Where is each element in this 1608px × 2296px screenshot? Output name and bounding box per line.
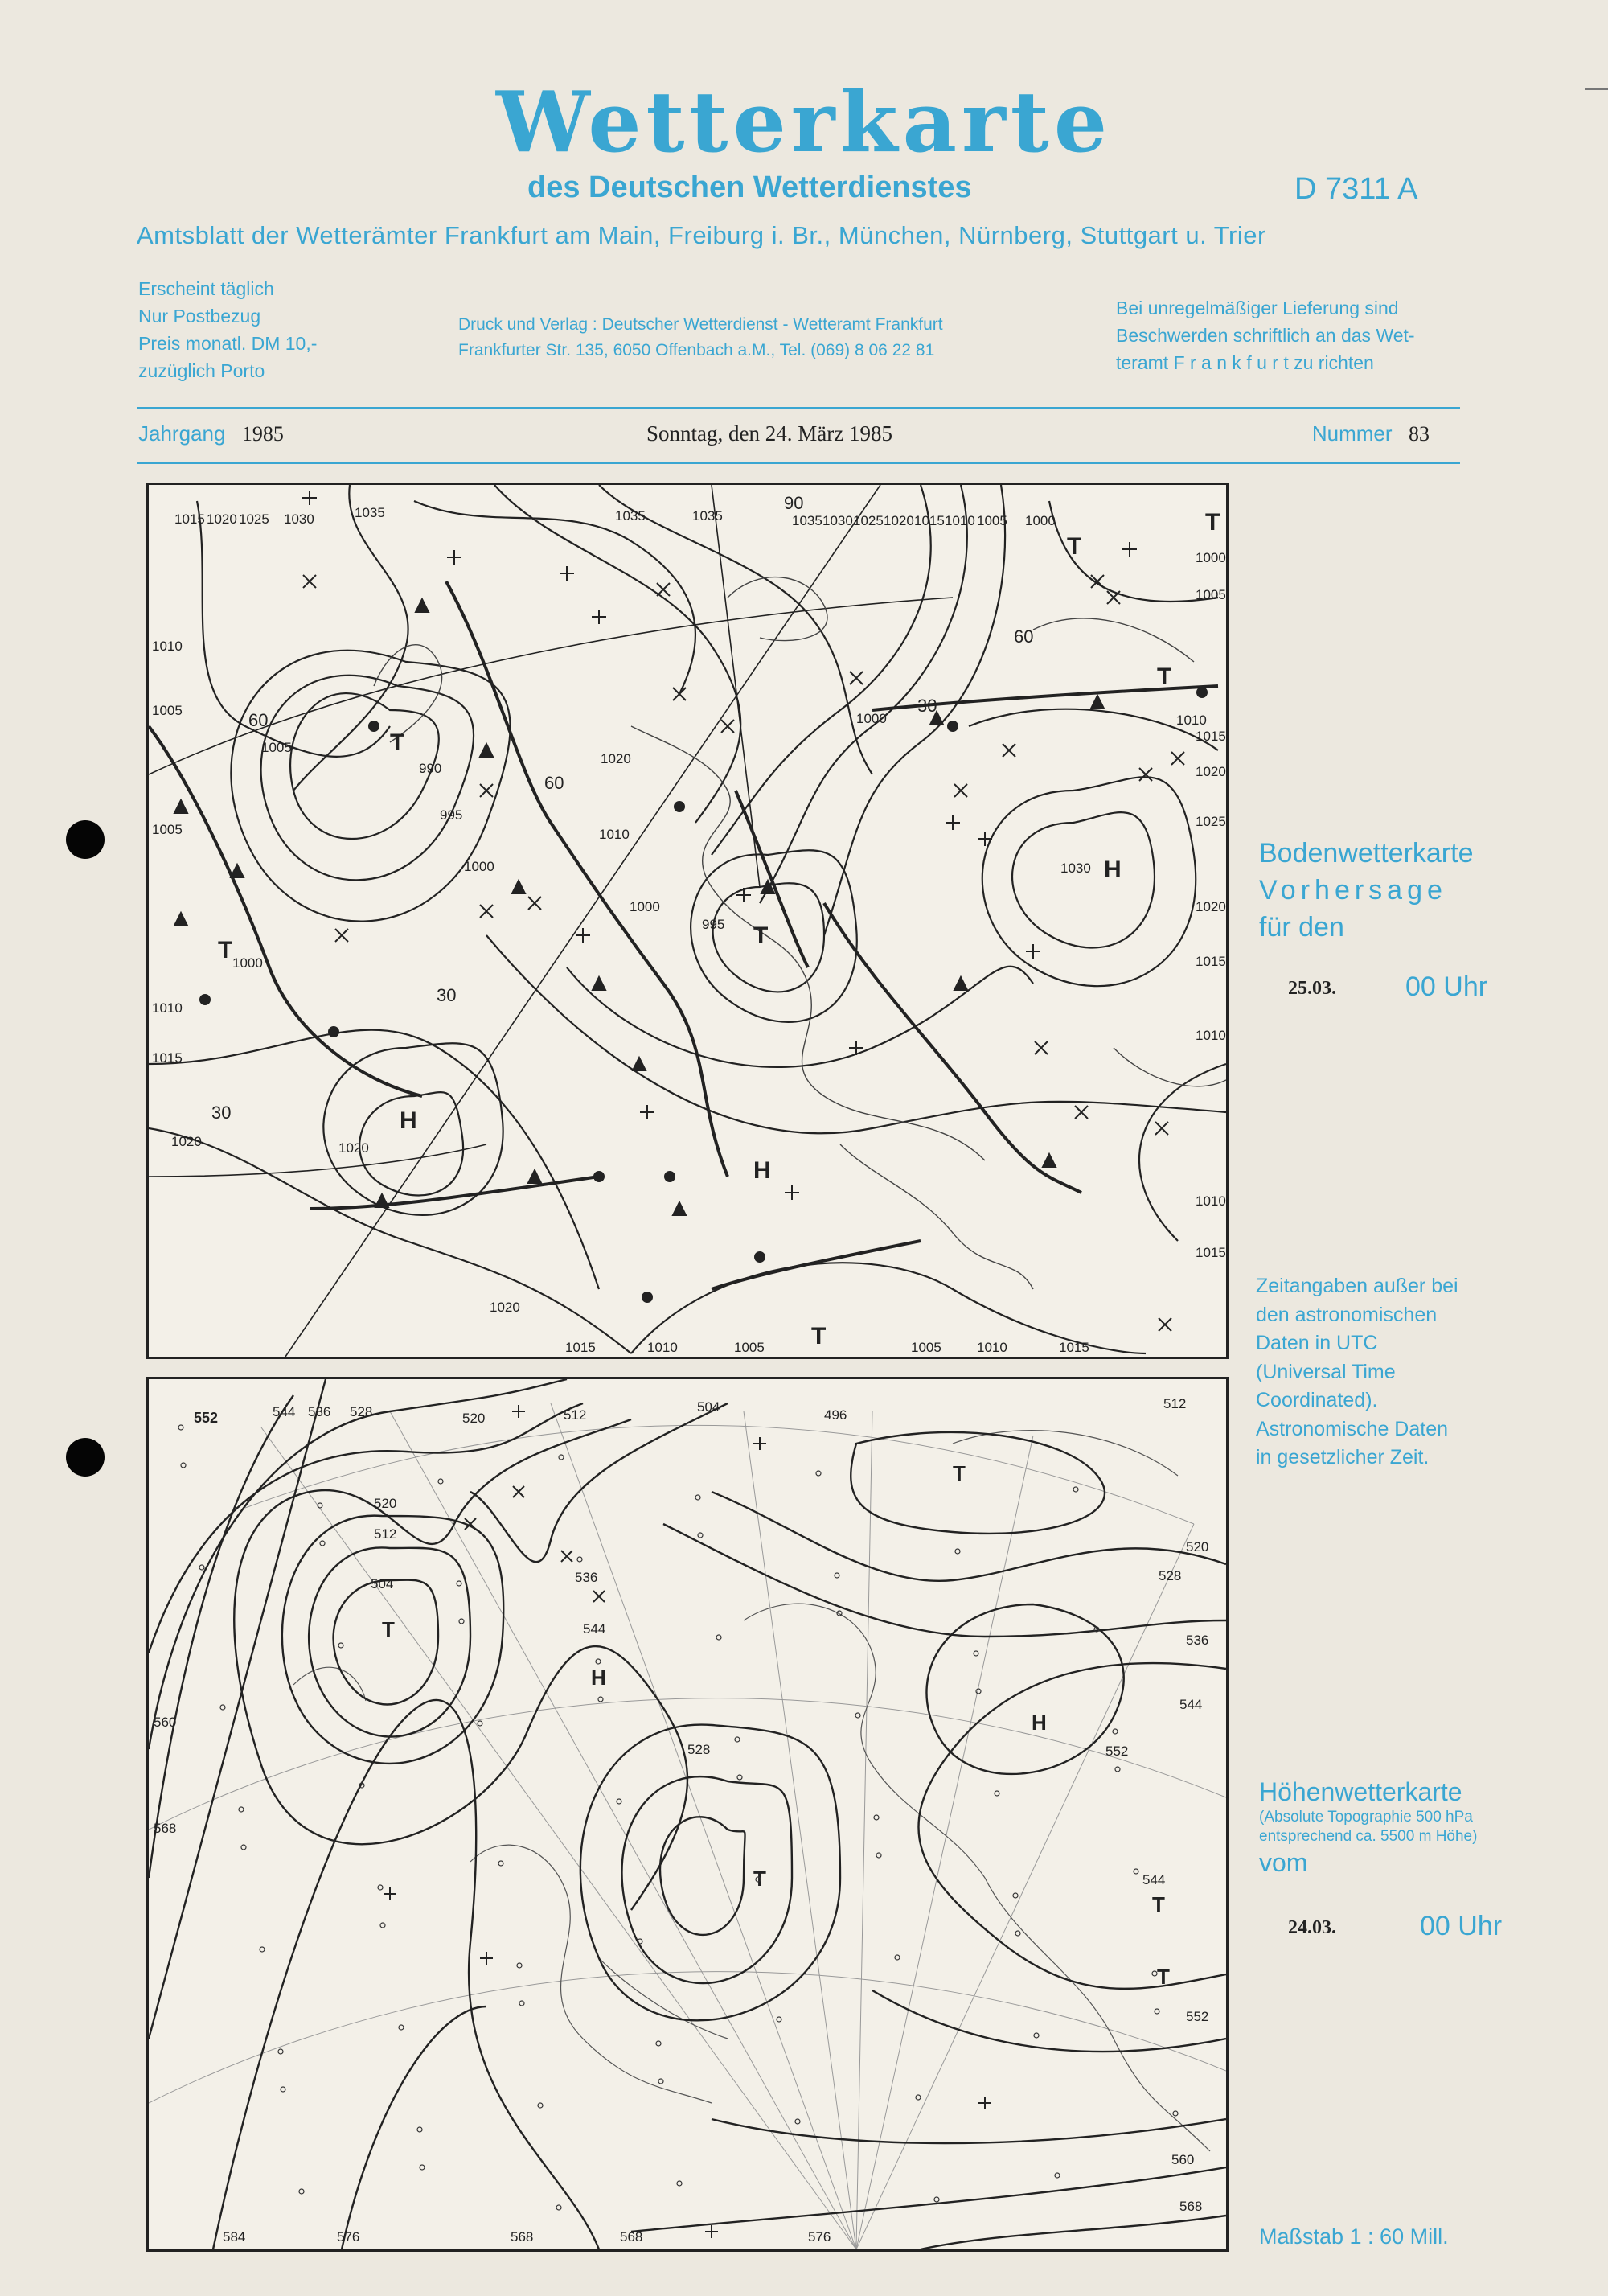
contour-label: 504 <box>697 1399 720 1415</box>
contour-label: 544 <box>1142 1872 1166 1887</box>
station-plot <box>916 2095 921 2100</box>
station-plot <box>1155 2009 1159 2014</box>
graticule <box>149 1403 1226 2249</box>
contour-label: 552 <box>1106 1744 1129 1759</box>
station-marker <box>480 1952 493 1965</box>
isobar-label: 1010 <box>1196 1028 1226 1043</box>
note-line: Daten in UTC <box>1256 1332 1378 1354</box>
latitude-label: 60 <box>248 710 269 730</box>
surface-map-valid-time <box>1259 971 1581 1004</box>
contour-label: 520 <box>462 1411 486 1426</box>
station-plot <box>974 1651 978 1656</box>
station-plot <box>559 1455 564 1460</box>
station-plot <box>716 1635 721 1640</box>
station-plot <box>538 2103 543 2108</box>
front-triangle <box>1091 696 1104 709</box>
low-pressure-center: T <box>1157 663 1172 690</box>
contour-label: 496 <box>824 1407 847 1423</box>
isobar-label: 1005 <box>261 740 292 755</box>
station-plot <box>1173 2111 1178 2116</box>
contour-label: 520 <box>374 1496 397 1511</box>
high-marker <box>447 550 461 565</box>
isobar-label: 1010 <box>1176 713 1207 728</box>
isobar-label: 1035 <box>792 513 822 528</box>
front-semicircle <box>200 995 210 1004</box>
time-note <box>1256 1272 1458 1472</box>
contour-label: 544 <box>273 1404 296 1419</box>
isobar-label: 990 <box>419 761 442 776</box>
upper-map-drawing <box>149 1379 1226 2249</box>
surface-forecast-map <box>146 483 1229 1359</box>
station-marker <box>384 1887 396 1900</box>
low-marker <box>954 784 967 797</box>
low-marker <box>1035 1041 1048 1054</box>
isobar-label: 1020 <box>1196 764 1226 779</box>
surface-map-drawing <box>149 485 1226 1357</box>
station-marker <box>705 2225 718 2238</box>
station-plot <box>517 1963 522 1968</box>
station-plot <box>737 1775 742 1780</box>
map-scale: Maßstab 1 : 60 Mill. <box>1259 2224 1449 2249</box>
contour-label: 536 <box>308 1404 331 1419</box>
high-marker <box>592 610 606 624</box>
isobar-label: 1020 <box>207 511 237 527</box>
info-line: Beschwerden schriftlich an das Wet- <box>1116 325 1415 346</box>
analysis-time: 00 Uhr <box>1420 1911 1503 1941</box>
isobar-label: 1010 <box>152 1000 183 1016</box>
high-marker <box>736 888 751 902</box>
station-plot <box>181 1463 186 1468</box>
masthead-title: Wetterkarte <box>496 72 1112 171</box>
latitude-label: 30 <box>211 1103 232 1123</box>
isobar-label: 1010 <box>977 1340 1007 1355</box>
isobar-label: 1010 <box>152 639 183 654</box>
front-triangle <box>416 599 429 612</box>
isobar-label: 1015 <box>914 513 945 528</box>
low-pressure-center: T <box>953 1461 966 1485</box>
station-plot <box>1073 1487 1078 1492</box>
station-plot <box>239 1807 244 1812</box>
low-pressure-center: T <box>1205 509 1220 536</box>
info-line: Frankfurter Str. 135, 6050 Offenbach a.M., Tel. (069) 8 06 22 81 <box>458 341 935 359</box>
isobar-label: 1025 <box>1196 814 1226 829</box>
isobar-label: 1005 <box>734 1340 765 1355</box>
low-marker <box>657 583 670 596</box>
info-line: Druck und Verlag : Deutscher Wetterdienst - Wetteramt Frankfurt <box>458 315 943 334</box>
station-plot <box>220 1705 225 1710</box>
isobar-label: 995 <box>440 807 463 823</box>
isobar-label: 1010 <box>945 513 975 528</box>
low-pressure-center: T <box>1157 1965 1170 1989</box>
front-semicircle <box>675 802 684 811</box>
info-line: Nur Postbezug <box>138 306 261 327</box>
low-marker <box>1075 1106 1088 1119</box>
station-plot <box>241 1845 246 1850</box>
front-semicircle <box>755 1252 765 1262</box>
front-semicircle <box>948 721 958 731</box>
contour-label: 552 <box>1186 2009 1209 2024</box>
forecast-time: 00 Uhr <box>1405 971 1488 1002</box>
isobar-label: 1015 <box>565 1340 596 1355</box>
front-triangle <box>633 1058 646 1070</box>
graticule <box>149 485 953 1357</box>
nummer-value: 83 <box>1409 422 1430 446</box>
issue-date: Sonntag, den 24. März 1985 <box>646 421 892 446</box>
isobar-label: 1000 <box>464 859 494 874</box>
front-triangle <box>593 977 605 990</box>
high-marker <box>946 815 960 830</box>
high-pressure-center: H <box>1104 856 1122 883</box>
front-triangle <box>954 977 967 990</box>
isobar-label: 1025 <box>853 513 884 528</box>
isobar-label: 1015 <box>1196 954 1226 969</box>
isobar-label: 1030 <box>1060 860 1091 876</box>
note-line: den astronomischen <box>1256 1303 1438 1326</box>
isobar-label: 1015 <box>1196 1245 1226 1260</box>
complaint-info <box>1116 294 1415 376</box>
isobar-label: 1005 <box>977 513 1007 528</box>
isobar-label: 1015 <box>174 511 205 527</box>
contour-label: 512 <box>564 1407 587 1423</box>
note-line: in gesetzlicher Zeit. <box>1256 1446 1430 1468</box>
station-plot <box>795 2119 800 2124</box>
punch-hole <box>66 1438 105 1477</box>
contour-label: 528 <box>1159 1568 1182 1583</box>
isobar-label: 1015 <box>1059 1340 1089 1355</box>
station-plot <box>835 1573 839 1578</box>
upper-air-map <box>146 1377 1229 2252</box>
high-marker <box>560 566 574 581</box>
note-line: Zeitangaben außer bei <box>1256 1275 1458 1297</box>
latitude-label: 90 <box>784 493 804 513</box>
isobar-label: 1020 <box>490 1300 520 1315</box>
high-pressure-center: H <box>753 1157 771 1184</box>
station-plot <box>178 1425 183 1430</box>
high-marker <box>785 1185 799 1200</box>
latitude-label: 30 <box>917 696 937 716</box>
contour-label: 544 <box>1179 1697 1203 1712</box>
isobar-label: 1005 <box>1196 587 1226 602</box>
isobar-label: 1000 <box>1196 550 1226 565</box>
caption-note: entsprechend ca. 5500 m Höhe) <box>1259 1828 1478 1845</box>
low-pressure-center: T <box>390 729 405 756</box>
isobar-label: 995 <box>702 917 725 932</box>
low-pressure-center: T <box>382 1617 395 1641</box>
isobar-label: 1010 <box>599 827 630 842</box>
isobar-label: 1020 <box>338 1140 369 1156</box>
station-plot <box>816 1471 821 1476</box>
low-pressure-center: T <box>753 1867 766 1891</box>
low-pressure-center: T <box>811 1323 827 1349</box>
high-pressure-center: H <box>1032 1711 1047 1735</box>
front-triangle <box>480 744 493 757</box>
contour-label: 520 <box>1186 1539 1209 1555</box>
punch-hole <box>66 820 105 859</box>
info-line: Erscheint täglich <box>138 278 274 299</box>
isobars <box>149 485 1226 1353</box>
station-plot <box>1015 1931 1020 1936</box>
front-semicircle <box>665 1172 675 1181</box>
isobar-label: 1020 <box>884 513 914 528</box>
isobar-label: 1020 <box>171 1134 202 1149</box>
isobar-label: 1020 <box>1196 899 1226 914</box>
contour-label: 560 <box>1171 2152 1195 2167</box>
low-pressure-center: T <box>1067 533 1082 560</box>
header-rule-top <box>137 407 1460 409</box>
station-plot <box>399 2025 404 2030</box>
info-line: Preis monatl. DM 10,- <box>138 333 318 354</box>
low-marker <box>1171 752 1184 765</box>
issue-row <box>138 421 1430 450</box>
station-plot <box>777 2017 781 2022</box>
station-plot <box>318 1503 322 1508</box>
height-contours <box>149 1379 1226 2249</box>
station-plot <box>260 1947 265 1952</box>
station-plot <box>677 2181 682 2186</box>
info-line: zuzüglich Porto <box>138 360 265 381</box>
front-triangle <box>174 913 187 926</box>
coastlines <box>293 1431 1210 2151</box>
isobar-label: 1035 <box>615 508 646 524</box>
contour-label: 568 <box>154 1821 177 1836</box>
front-semicircle <box>329 1027 338 1037</box>
caption-line: vom <box>1259 1848 1308 1877</box>
station-plot <box>735 1737 740 1742</box>
station-plot <box>459 1619 464 1624</box>
trough-marker <box>513 1486 524 1497</box>
station-plot <box>380 1923 385 1928</box>
station-plot <box>874 1815 879 1820</box>
latitude-label: 30 <box>437 985 457 1005</box>
contour-label: 536 <box>1186 1633 1209 1648</box>
front-triangle <box>528 1170 541 1183</box>
isobar-label: 1000 <box>856 711 887 726</box>
high-marker <box>1026 944 1040 959</box>
station-plot <box>457 1581 461 1586</box>
jahrgang-label: Jahrgang <box>138 421 226 446</box>
low-marker <box>480 784 493 797</box>
station-plot <box>438 1479 443 1484</box>
station-plot <box>1115 1767 1120 1772</box>
contour-label: 568 <box>1179 2199 1203 2214</box>
contour-label: 552 <box>194 1410 219 1426</box>
contour-label: 568 <box>620 2229 643 2245</box>
contour-label: 576 <box>337 2229 360 2245</box>
station-plot <box>378 1885 383 1890</box>
analysis-date: 24.03. <box>1288 1917 1336 1938</box>
header-rule-bottom <box>137 462 1460 464</box>
station-plot <box>519 2001 524 2006</box>
station-marker <box>753 1437 766 1450</box>
station-plot <box>895 1955 900 1960</box>
info-line: teramt F r a n k f u r t zu richten <box>1116 352 1374 373</box>
isobar-label: 1000 <box>232 955 263 971</box>
station-plot <box>420 2165 425 2170</box>
isobar-label: 1035 <box>355 505 385 520</box>
note-line: Astronomische Daten <box>1256 1417 1449 1440</box>
high-pressure-center: H <box>400 1107 417 1134</box>
isobar-label: 1035 <box>692 508 723 524</box>
masthead-subtitle: des Deutschen Wetterdienstes <box>527 170 972 204</box>
contour-label: 512 <box>1163 1396 1187 1411</box>
trough-marker <box>561 1551 572 1562</box>
trough-marker <box>593 1591 605 1602</box>
surface-map-labels <box>152 493 1226 1355</box>
low-marker <box>673 688 686 700</box>
caption-note: (Absolute Topographie 500 hPa <box>1259 1809 1473 1826</box>
isobar-label: 1020 <box>601 751 631 766</box>
station-plot <box>876 1853 881 1858</box>
contour-label: 576 <box>808 2229 831 2245</box>
low-pressure-center: T <box>218 937 233 963</box>
isobar-label: 1025 <box>239 511 269 527</box>
station-plot <box>855 1713 860 1718</box>
contour-label: 536 <box>575 1570 598 1585</box>
station-plot <box>1013 1893 1018 1898</box>
front-semicircle <box>1197 688 1207 697</box>
isobar-label: 1015 <box>1196 729 1226 744</box>
front-semicircle <box>642 1292 652 1302</box>
low-marker <box>1155 1122 1168 1135</box>
contour-label: 512 <box>374 1526 397 1542</box>
isobar-label: 1005 <box>911 1340 941 1355</box>
low-marker <box>335 929 348 942</box>
station-plot <box>698 1533 703 1538</box>
contour-label: 528 <box>350 1404 373 1419</box>
contour-label: 504 <box>371 1576 394 1592</box>
subscription-info <box>138 275 317 384</box>
station-marker <box>978 2097 991 2109</box>
isobar-label: 1005 <box>152 703 183 718</box>
surface-map-caption <box>1259 835 1474 946</box>
isobar-label: 1015 <box>152 1050 183 1066</box>
low-marker <box>721 720 734 733</box>
low-pressure-center: T <box>1152 1892 1165 1916</box>
contour-label: 528 <box>687 1742 711 1757</box>
low-marker <box>303 575 316 588</box>
high-marker <box>978 832 992 846</box>
jahrgang <box>138 421 284 446</box>
station-plot <box>278 2049 283 2054</box>
high-marker <box>302 491 317 505</box>
low-pressure-center: T <box>753 922 769 949</box>
isobar-label: 1000 <box>630 899 660 914</box>
high-marker <box>576 928 590 943</box>
station-plot <box>498 1861 503 1866</box>
note-line: Coordinated). <box>1256 1389 1378 1411</box>
jahrgang-value: 1985 <box>241 422 284 446</box>
caption-line: Vorhersage <box>1259 875 1447 906</box>
station-plot <box>995 1791 999 1796</box>
station-plot <box>598 1697 603 1702</box>
caption-line: für den <box>1259 912 1344 943</box>
isobar-label: 1010 <box>647 1340 678 1355</box>
front-triangle <box>375 1194 388 1207</box>
info-line: Bei unregelmäßiger Lieferung sind <box>1116 298 1399 318</box>
contour-label: 584 <box>223 2229 246 2245</box>
station-plot <box>417 2127 422 2132</box>
high-pressure-center: H <box>591 1666 606 1690</box>
station-plot <box>338 1643 343 1648</box>
station-plot <box>617 1799 621 1804</box>
station-plot <box>1055 2173 1060 2178</box>
low-marker <box>1139 768 1152 781</box>
isobar-label: 1005 <box>152 822 183 837</box>
station-plot <box>656 2041 661 2046</box>
station-plot <box>1113 1729 1118 1734</box>
nummer <box>1312 421 1430 446</box>
station-plot <box>658 2079 663 2084</box>
low-marker <box>1003 744 1015 757</box>
low-marker <box>1159 1318 1171 1331</box>
upper-map-valid-time <box>1270 1911 1592 1943</box>
front-semicircle <box>594 1172 604 1181</box>
front-triangle <box>231 865 244 877</box>
front-triangle <box>512 881 525 893</box>
latitude-label: 60 <box>544 773 564 793</box>
nummer-label: Nummer <box>1311 421 1393 446</box>
station-plot <box>281 2087 285 2092</box>
low-marker <box>480 905 493 918</box>
station-plot <box>320 1541 325 1546</box>
note-line: (Universal Time <box>1256 1360 1396 1383</box>
station-marker <box>512 1405 525 1418</box>
station-plot <box>199 1565 204 1570</box>
forecast-date: 25.03. <box>1288 978 1336 999</box>
station-plot <box>478 1721 482 1726</box>
publisher-info <box>458 312 943 363</box>
low-marker <box>528 897 541 910</box>
contour-label: 568 <box>511 2229 534 2245</box>
isobar-label: 1000 <box>1025 513 1056 528</box>
station-plot <box>955 1549 960 1554</box>
station-plot <box>556 2205 561 2210</box>
isobar-label: 1030 <box>284 511 314 527</box>
station-plot <box>934 2197 939 2202</box>
high-marker <box>640 1105 654 1119</box>
low-marker <box>850 672 863 684</box>
upper-map-caption <box>1259 1776 1477 1879</box>
coastlines <box>374 577 1226 1289</box>
caption-line: Höhenwetterkarte <box>1259 1777 1462 1806</box>
amtsblatt-line: Amtsblatt der Wetterämter Frankfurt am Main, Freiburg i. Br., München, Nürnberg, Stuttgart u. Trier <box>137 221 1266 249</box>
front-triangle <box>174 800 187 813</box>
station-plot <box>577 1557 582 1562</box>
isobar-label: 1010 <box>1196 1193 1226 1209</box>
station-plot <box>299 2189 304 2194</box>
station-plot <box>695 1495 700 1500</box>
front-semicircle <box>369 721 379 731</box>
front-triangle <box>1043 1154 1056 1167</box>
station-plot <box>596 1659 601 1664</box>
station-plot <box>1134 1869 1138 1874</box>
latitude-label: 60 <box>1014 626 1034 647</box>
station-plot <box>1034 2033 1039 2038</box>
station-plot <box>976 1689 981 1694</box>
isobar-label: 1030 <box>822 513 853 528</box>
contour-label: 544 <box>583 1621 606 1637</box>
caption-line: Bodenwetterkarte <box>1259 838 1474 869</box>
low-marker <box>1107 591 1120 604</box>
high-marker <box>1122 542 1137 557</box>
contour-label: 560 <box>154 1715 177 1730</box>
front-triangle <box>673 1202 686 1215</box>
document-number: D 7311 A <box>1294 172 1418 206</box>
